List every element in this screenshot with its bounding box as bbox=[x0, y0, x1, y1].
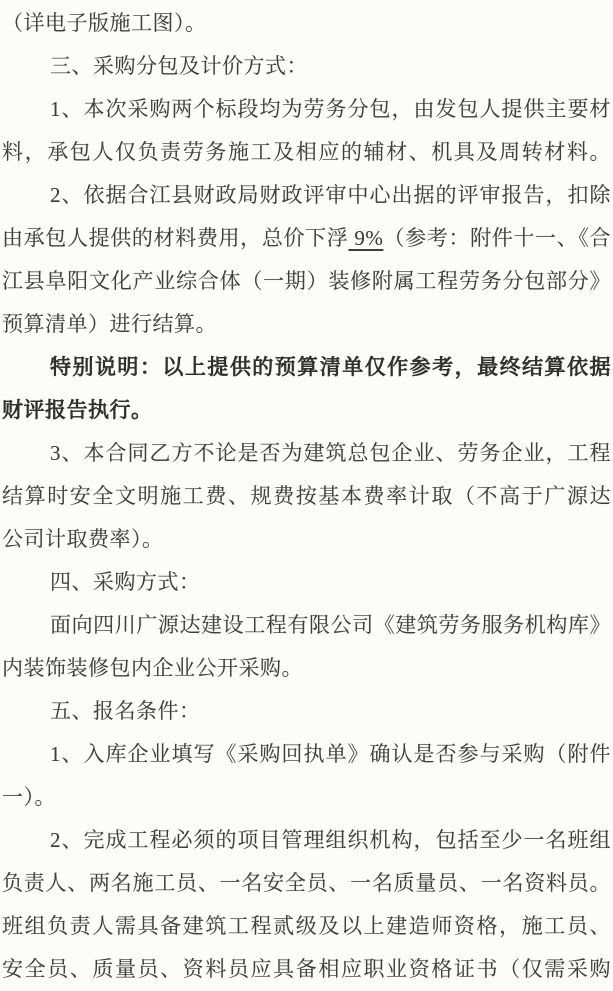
document-line bbox=[2, 776, 611, 819]
paragraph bbox=[2, 604, 611, 690]
text-segment: 安全员、质量员、资料员应具备相应职业资格证书（仅需采购 bbox=[2, 957, 611, 981]
document-line bbox=[2, 604, 611, 647]
document-body bbox=[2, 2, 611, 991]
document-line bbox=[2, 647, 611, 690]
text-segment: 预算清单）进行结算。 bbox=[2, 312, 217, 336]
text-segment: 3、本合同乙方不论是否为建筑总包企业、劳务企业，工程 bbox=[50, 441, 611, 465]
document-line bbox=[2, 303, 611, 346]
document-line bbox=[2, 862, 611, 905]
text-segment: 一）。 bbox=[2, 785, 56, 809]
paragraph bbox=[2, 45, 611, 88]
document-line bbox=[2, 2, 611, 45]
text-segment: 负责人、两名施工员、一名安全员、一名质量员、一名资料员。 bbox=[2, 871, 611, 895]
document-line bbox=[2, 45, 611, 88]
paragraph bbox=[2, 174, 611, 346]
document-line bbox=[2, 905, 611, 948]
document-line bbox=[2, 561, 611, 604]
text-segment: 由承包人提供的材料费用，总价下浮 bbox=[2, 226, 349, 250]
document-line bbox=[2, 260, 611, 303]
paragraph bbox=[2, 733, 611, 819]
document-line bbox=[2, 948, 611, 991]
text-segment: 五、报名条件： bbox=[50, 699, 201, 723]
document-line bbox=[2, 518, 611, 561]
text-segment: 三、采购分包及计价方式： bbox=[50, 54, 308, 78]
text-segment: 班组负责人需具备建筑工程贰级及以上建造师资格，施工员、 bbox=[2, 914, 611, 938]
document-line bbox=[2, 217, 611, 260]
text-segment: 内装饰装修包内企业公开采购。 bbox=[2, 656, 303, 680]
paragraph bbox=[2, 432, 611, 561]
text-segment: 财评报告执行。 bbox=[2, 398, 153, 422]
text-segment: （参考：附件十一、《合 bbox=[383, 226, 611, 250]
paragraph bbox=[2, 346, 611, 432]
text-segment: 1、本次采购两个标段均为劳务分包，由发包人提供主要材 bbox=[50, 97, 611, 121]
text-segment: 面向四川广源达建设工程有限公司《建筑劳务服务机构库》 bbox=[50, 613, 611, 637]
text-segment: 特别说明：以上提供的预算清单仅作参考，最终结算依据 bbox=[50, 355, 611, 379]
paragraph bbox=[2, 2, 611, 45]
paragraph bbox=[2, 88, 611, 174]
text-segment: 结算时安全文明施工费、规费按基本费率计取（不高于广源达 bbox=[2, 484, 611, 508]
text-segment: 2、依据合江县财政局财政评审中心出据的评审报告，扣除 bbox=[50, 183, 611, 207]
document-line bbox=[2, 475, 611, 518]
text-segment: （详电子版施工图）。 bbox=[2, 11, 207, 35]
text-segment: 1、入库企业填写《采购回执单》确认是否参与采购（附件 bbox=[50, 742, 611, 766]
document-line bbox=[2, 174, 611, 217]
text-segment: 2、完成工程必须的项目管理组织机构，包括至少一名班组 bbox=[50, 828, 611, 852]
text-segment: 江县阜阳文化产业综合体（一期）装修附属工程劳务分包部分》 bbox=[2, 269, 611, 293]
text-segment: 四、采购方式： bbox=[50, 570, 201, 594]
document-line bbox=[2, 346, 611, 389]
document-line bbox=[2, 819, 611, 862]
document-line bbox=[2, 690, 611, 733]
text-segment: 公司计取费率）。 bbox=[2, 527, 164, 551]
underlined-value: 9% bbox=[348, 226, 384, 250]
paragraph bbox=[2, 690, 611, 733]
text-segment: 料，承包人仅负责劳务施工及相应的辅材、机具及周转材料。 bbox=[2, 140, 611, 164]
document-line bbox=[2, 733, 611, 776]
document-line bbox=[2, 131, 611, 174]
document-line bbox=[2, 389, 611, 432]
document-line bbox=[2, 88, 611, 131]
document-line bbox=[2, 432, 611, 475]
paragraph bbox=[2, 561, 611, 604]
paragraph bbox=[2, 819, 611, 991]
